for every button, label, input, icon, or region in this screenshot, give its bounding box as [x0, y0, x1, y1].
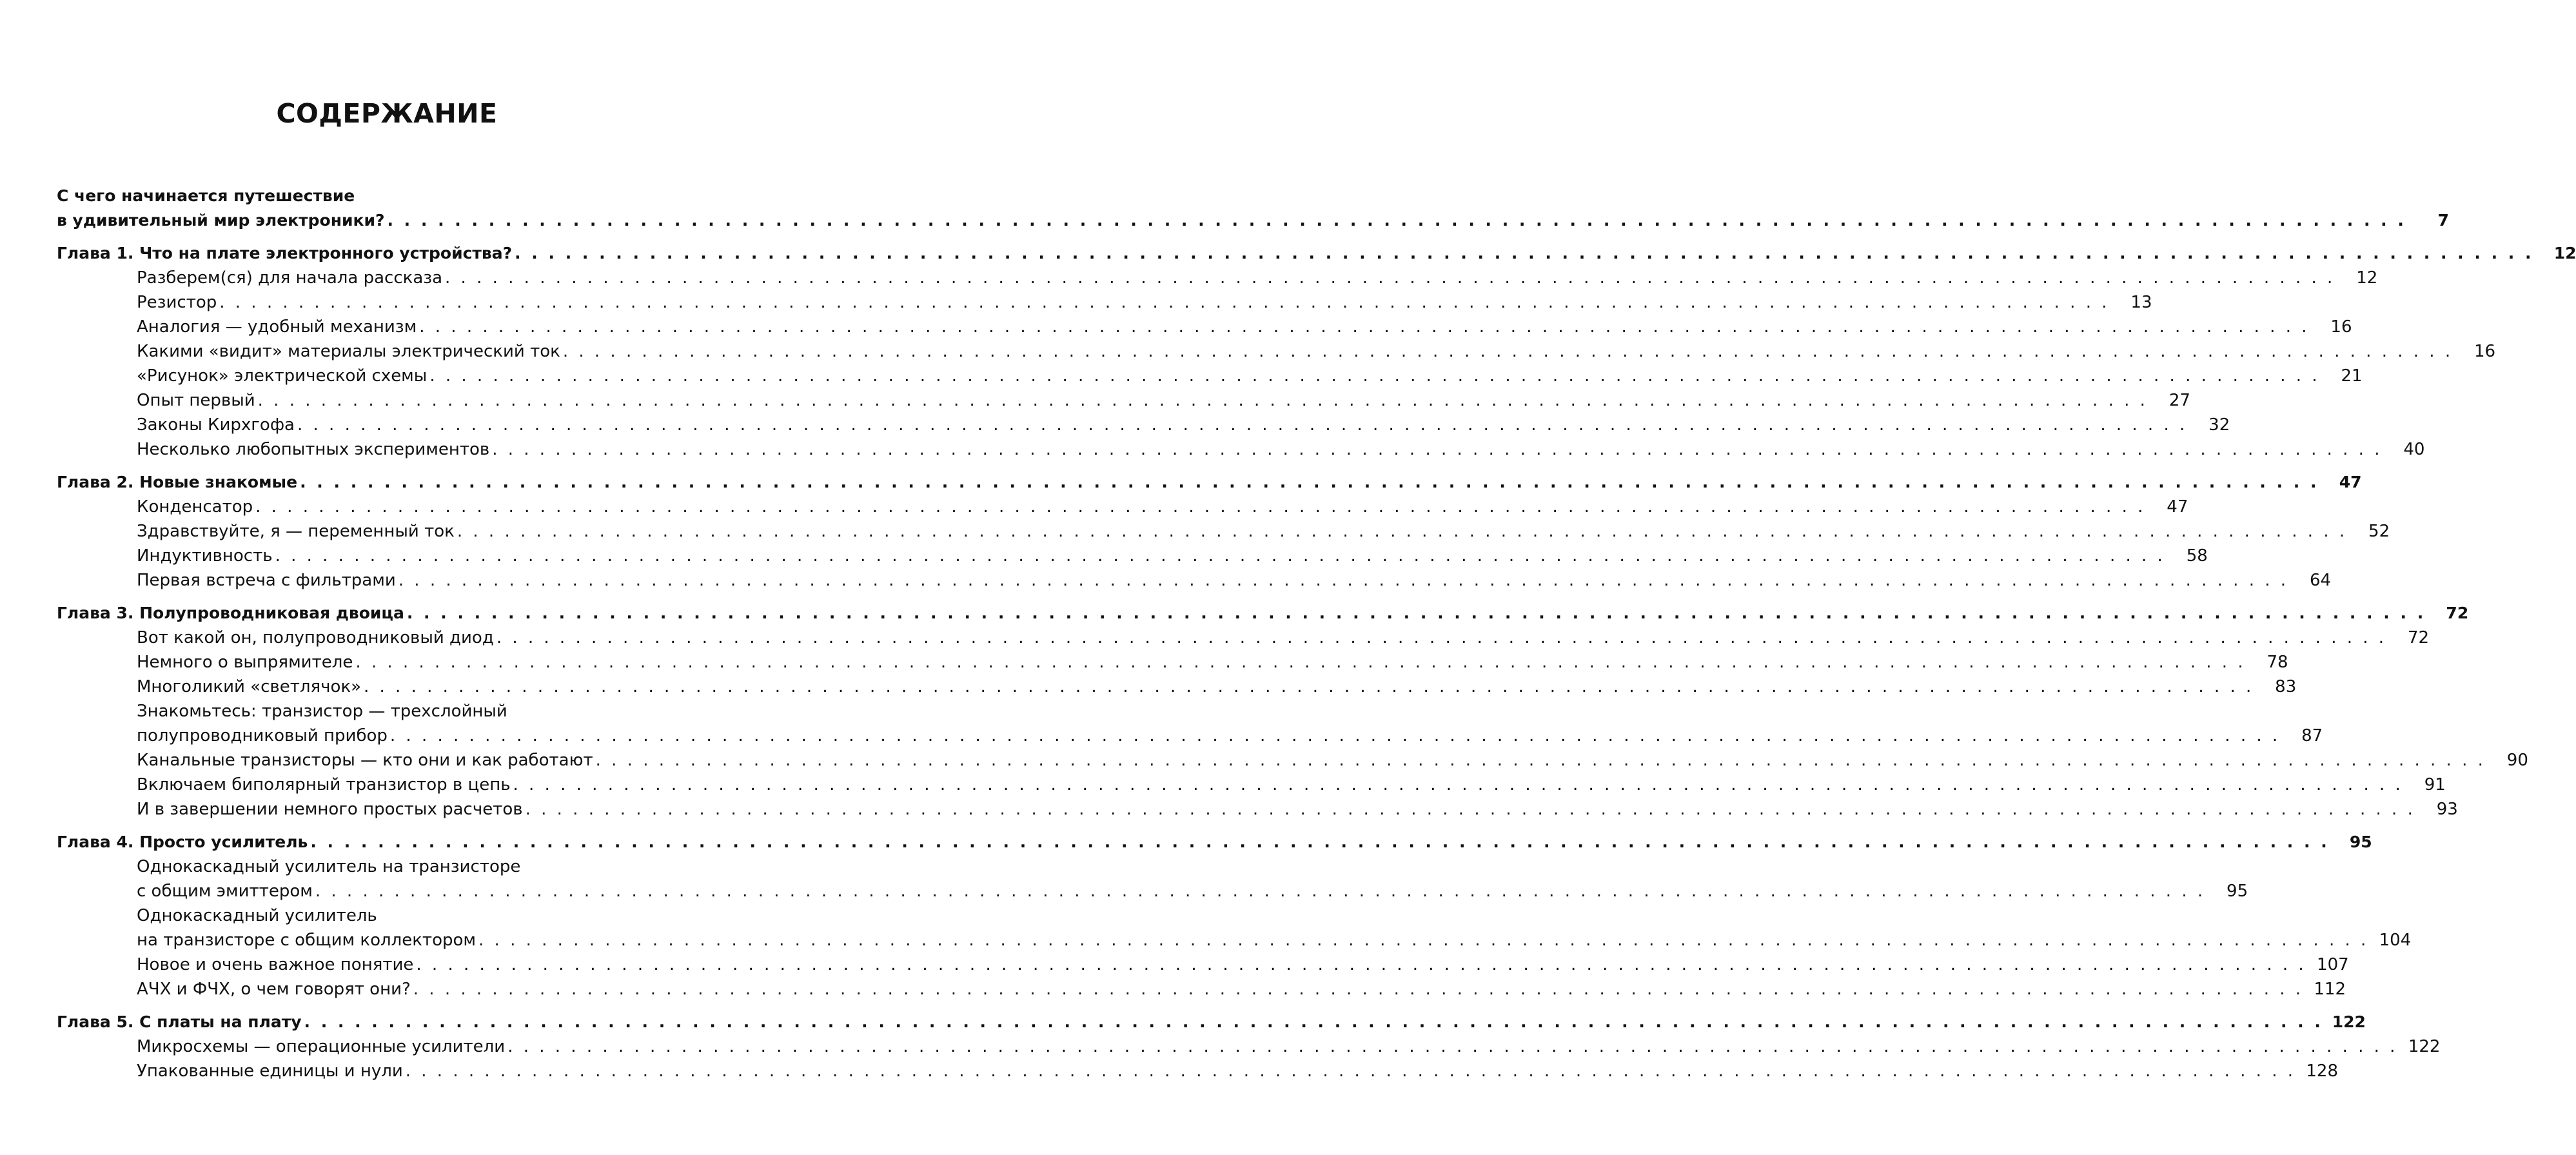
- toc-chapter-entry: [57, 830, 2372, 854]
- toc-section-entry: [137, 519, 2390, 544]
- toc-entry-title: Микросхемы — операционные усилители: [137, 1037, 506, 1056]
- dot-leader: . . . . . . . . . . . . . . . . . . . . . . . . . . . . . . . . . . . . . . . . . . . . . . . . . . . . . . . . . . . . . . . . . . . . . . . . . . . . . . . . . . . . . . . . . . . . . . . . . . . . . . . . . . . . . . . . . . . . . . . .: [457, 522, 2348, 541]
- toc-page-number: 12: [2553, 244, 2576, 262]
- toc-entry-line: [137, 953, 2349, 977]
- toc-entry-line: [137, 339, 2496, 364]
- toc-entry-line: [57, 241, 2576, 266]
- toc-page-number: 32: [2208, 415, 2230, 435]
- toc-page-number: 122: [2332, 1012, 2366, 1031]
- toc-section-entry: [137, 977, 2346, 1002]
- toc-section-entry: [137, 903, 2412, 953]
- toc-section-entry: [137, 699, 2323, 748]
- toc-page-number: 16: [2330, 317, 2352, 337]
- toc-entry-line: [137, 364, 2363, 388]
- toc-page-number: 52: [2368, 522, 2390, 541]
- toc-entry-line: [137, 315, 2352, 339]
- toc-entry-title: Упакованные единицы и нули: [137, 1061, 403, 1081]
- dot-leader: . . . . . . . . . . . . . . . . . . . . . . . . . . . . . . . . . . . . . . . . . . . . . . . . . . . . . . . . . . . . . . . . . . . . . . . . . . . . . . . . . . . . . . . . . . . . . . . . . . . . . . . . . . . . . . . . . . . . . . . .: [492, 440, 2383, 459]
- dot-leader: . . . . . . . . . . . . . . . . . . . . . . . . . . . . . . . . . . . . . . . . . . . . . . . . . . . . . . . . . . . . . . . . . . . . . . . . . . . . . . . . . . . . . . . . . . . . . . . . . . . . . . . . . . . . . . . . . . . . . . . .: [562, 342, 2453, 361]
- toc-section-entry: [137, 1034, 2441, 1059]
- toc-entry-line: [137, 519, 2390, 544]
- toc-entry-line: [137, 977, 2346, 1002]
- toc-section-entry: [137, 1059, 2339, 1083]
- toc-section-entry: [137, 266, 2378, 290]
- page-title: СОДЕРЖАНИЕ: [276, 98, 498, 129]
- toc-page-number: 58: [2186, 546, 2208, 566]
- toc-entry-line: [137, 1034, 2441, 1059]
- toc-section-entry: [137, 544, 2208, 568]
- toc-entry-title: Вот какой он, полупроводниковый диод: [137, 628, 494, 647]
- toc-page-number: 91: [2424, 775, 2446, 795]
- toc-entry-title: Резистор: [137, 293, 217, 312]
- dot-leader: . . . . . . . . . . . . . . . . . . . . . . . . . . . . . . . . . . . . . . . . . . . . . . . . . . . . . . . . . . . . . . . . . . . . . . . . . . . . . . . . . . . . . . . . . . . . . . . . . . . . . . . . . . . . . . . . . . . . . . . .: [406, 604, 2426, 622]
- dot-leader: . . . . . . . . . . . . . . . . . . . . . . . . . . . . . . . . . . . . . . . . . . . . . . . . . . . . . . . . . . . . . . . . . . . . . . . . . . . . . . . . . . . . . . . . . . . . . . . . . . . . . . . . . . . . . . . . . . . . . . . .: [515, 244, 2534, 262]
- dot-leader: . . . . . . . . . . . . . . . . . . . . . . . . . . . . . . . . . . . . . . . . . . . . . . . . . . . . . . . . . . . . . . . . . . . . . . . . . . . . . . . . . . . . . . . . . . . . . . . . . . . . . . . . . . . . . . . . . . . . . . . .: [219, 293, 2110, 312]
- dot-leader: . . . . . . . . . . . . . . . . . . . . . . . . . . . . . . . . . . . . . . . . . . . . . . . . . . . . . . . . . . . . . . . . . . . . . . . . . . . . . . . . . . . . . . . . . . . . . . . . . . . . . . . . . . . . . . . . . . . . . . . .: [275, 546, 2165, 566]
- toc-section-entry: [137, 339, 2496, 364]
- toc-page-number: 122: [2408, 1037, 2441, 1056]
- toc-page-number: 7: [2437, 211, 2449, 230]
- toc-entry-title: полупроводниковый прибор: [137, 726, 388, 745]
- toc-entry-line: [137, 544, 2208, 568]
- toc-entry-title: Новое и очень важное понятие: [137, 955, 414, 974]
- toc-entry-line: [137, 290, 2152, 315]
- toc-entry-title-line: Однокаскадный усилитель: [137, 906, 377, 925]
- toc-page-number: 83: [2275, 677, 2297, 696]
- toc-entry-line: [137, 773, 2446, 797]
- toc-section-entry: [137, 568, 2332, 593]
- dot-leader: . . . . . . . . . . . . . . . . . . . . . . . . . . . . . . . . . . . . . . . . . . . . . . . . . . . . . . . . . . . . . . . . . . . . . . . . . . . . . . . . . . . . . . . . . . . . . . . . . . . . . . . . . . . . . . . . . . . . . . . .: [525, 800, 2415, 819]
- toc-section-entry: [137, 364, 2363, 388]
- toc-page-number: 21: [2341, 366, 2363, 386]
- toc-chapter-entry: [57, 241, 2576, 266]
- dot-leader: . . . . . . . . . . . . . . . . . . . . . . . . . . . . . . . . . . . . . . . . . . . . . . . . . . . . . . . . . . . . . . . . . . . . . . . . . . . . . . . . . . . . . . . . . . . . . . . . . . . . . . . . . . . . . . . . . . . . . . . .: [304, 1012, 2323, 1031]
- toc-section-entry: [137, 413, 2230, 437]
- dot-leader: . . . . . . . . . . . . . . . . . . . . . . . . . . . . . . . . . . . . . . . . . . . . . . . . . . . . . . . . . . . . . . . . . . . . . . . . . . . . . . . . . . . . . . . . . . . . . . . . . . . . . . . . . . . . . . . . . . . . . . . .: [429, 366, 2320, 386]
- dot-leader: . . . . . . . . . . . . . . . . . . . . . . . . . . . . . . . . . . . . . . . . . . . . . . . . . . . . . . . . . . . . . . . . . . . . . . . . . . . . . . . . . . . . . . . . . . . . . . . . . . . . . . . . . . . . . . . . . . . . . . . .: [419, 317, 2310, 337]
- toc-section-entry: [137, 437, 2425, 462]
- toc-entry-line: [57, 830, 2372, 854]
- toc-entry-title: с общим эмиттером: [137, 882, 313, 901]
- toc-section-entry: [137, 854, 2248, 903]
- toc-page-number: 16: [2474, 342, 2496, 361]
- toc-entry-line: [137, 724, 2323, 748]
- toc-entry-line: [137, 626, 2430, 650]
- toc-entry-title: в удивительный мир электроники?: [57, 211, 385, 230]
- toc-entry-line: [137, 797, 2458, 822]
- dot-leader: . . . . . . . . . . . . . . . . . . . . . . . . . . . . . . . . . . . . . . . . . . . . . . . . . . . . . . . . . . . . . . . . . . . . . . . . . . . . . . . . . . . . . . . . . . . . . . . . . . . . . . . . . . . . . . . . . . . . . . . .: [297, 415, 2188, 435]
- toc-entry-title: Несколько любопытных экспериментов: [137, 440, 490, 459]
- toc-entry-title: Конденсатор: [137, 497, 253, 517]
- toc-entry-title: «Рисунок» электрической схемы: [137, 366, 428, 386]
- toc-entry-line: [57, 208, 2449, 233]
- toc-page-number: 72: [2407, 628, 2430, 647]
- toc-page-number: 47: [2167, 497, 2188, 517]
- dot-leader: . . . . . . . . . . . . . . . . . . . . . . . . . . . . . . . . . . . . . . . . . . . . . . . . . . . . . . . . . . . . . . . . . . . . . . . . . . . . . . . . . . . . . . . . . . . . . . . . . . . . . . . . . . . . . . . . . . . . . . . .: [300, 473, 2319, 491]
- toc-entry-title: на транзисторе с общим коллектором: [137, 931, 477, 950]
- dot-leader: . . . . . . . . . . . . . . . . . . . . . . . . . . . . . . . . . . . . . . . . . . . . . . . . . . . . . . . . . . . . . . . . . . . . . . . . . . . . . . . . . . . . . . . . . . . . . . . . . . . . . . . . . . . . . . . . . . . . . . . .: [389, 726, 2281, 745]
- toc-entry-title: Глава 3. Полупроводниковая двоица: [57, 604, 404, 622]
- toc-page-number: 107: [2317, 955, 2349, 974]
- toc-entry-line: [137, 748, 2528, 773]
- toc-page-number: 104: [2379, 931, 2412, 950]
- toc-chapter-entry: [57, 1010, 2366, 1034]
- toc-section-entry: [137, 650, 2288, 675]
- toc-page-number: 40: [2403, 440, 2425, 459]
- toc-entry-title: Первая встреча с фильтрами: [137, 571, 396, 590]
- toc-entry-title-line: Однокаскадный усилитель на транзисторе: [137, 857, 521, 876]
- toc-entry-title: Аналогия — удобный механизм: [137, 317, 417, 337]
- toc-section-entry: [137, 495, 2188, 519]
- toc-entry-line: [137, 568, 2332, 593]
- toc-entry-line: [57, 601, 2469, 626]
- toc-section-entry: [137, 388, 2190, 413]
- toc-entry-line: [137, 675, 2297, 699]
- dot-leader: . . . . . . . . . . . . . . . . . . . . . . . . . . . . . . . . . . . . . . . . . . . . . . . . . . . . . . . . . . . . . . . . . . . . . . . . . . . . . . . . . . . . . . . . . . . . . . . . . . . . . . . . . . . . . . . . . . . . . . . .: [405, 1061, 2296, 1081]
- toc-page-number: 78: [2266, 653, 2288, 672]
- toc-entry-title: Включаем биполярный транзистор в цепь: [137, 775, 511, 795]
- toc-entry-title-line: Знакомьтесь: транзистор — трехслойный: [137, 702, 507, 721]
- toc-entry-line: [137, 650, 2288, 675]
- toc-section-entry: [137, 626, 2430, 650]
- toc-entry-line: [137, 266, 2378, 290]
- toc-page-number: 90: [2506, 751, 2528, 770]
- dot-leader: . . . . . . . . . . . . . . . . . . . . . . . . . . . . . . . . . . . . . . . . . . . . . . . . . . . . . . . . . . . . . . . . . . . . . . . . . . . . . . . . . . . . . . . . . . . . . . . . . . . . . . . . . . . . . . . . . . . . . . . .: [310, 833, 2330, 851]
- toc-entry-line: [137, 413, 2230, 437]
- toc-entry-line: [57, 470, 2362, 495]
- toc-page-number: 64: [2309, 571, 2332, 590]
- toc-entry-title: Здравствуйте, я — переменный ток: [137, 522, 455, 541]
- toc-chapter-entry: [57, 470, 2362, 495]
- toc-entry-title: И в завершении немного простых расчетов: [137, 800, 523, 819]
- toc-page-number: 72: [2446, 604, 2469, 622]
- toc-section-entry: [137, 315, 2352, 339]
- dot-leader: . . . . . . . . . . . . . . . . . . . . . . . . . . . . . . . . . . . . . . . . . . . . . . . . . . . . . . . . . . . . . . . . . . . . . . . . . . . . . . . . . . . . . . . . . . . . . . . . . . . . . . . . . . . . . . . . . . . . . . . .: [416, 955, 2306, 974]
- toc-entry-title: Законы Кирхгофа: [137, 415, 295, 435]
- dot-leader: . . . . . . . . . . . . . . . . . . . . . . . . . . . . . . . . . . . . . . . . . . . . . . . . . . . . . . . . . . . . . . . . . . . . . . . . . . . . . . . . . . . . . . . . . . . . . . . . . . . . . . . . . . . . . . . . . . . . . . . .: [255, 497, 2146, 517]
- toc-page-number: 95: [2227, 882, 2248, 901]
- toc-entry-title: Глава 5. С платы на плату: [57, 1012, 302, 1031]
- dot-leader: . . . . . . . . . . . . . . . . . . . . . . . . . . . . . . . . . . . . . . . . . . . . . . . . . . . . . . . . . . . . . . . . . . . . . . . . . . . . . . . . . . . . . . . . . . . . . . . . . . . . . . . . . . . . . . . . . . . . . . . .: [513, 775, 2403, 795]
- toc-section-entry: [137, 748, 2528, 773]
- toc-entry-line: [137, 879, 2248, 903]
- dot-leader: . . . . . . . . . . . . . . . . . . . . . . . . . . . . . . . . . . . . . . . . . . . . . . . . . . . . . . . . . . . . . . . . . . . . . . . . . . . . . . . . . . . . . . . . . . . . . . . . . . . . . . . . . . . . . . . . . . . . . . . .: [496, 628, 2387, 647]
- dot-leader: . . . . . . . . . . . . . . . . . . . . . . . . . . . . . . . . . . . . . . . . . . . . . . . . . . . . . . . . . . . . . . . . . . . . . . . . . . . . . . . . . . . . . . . . . . . . . . . . . . . . . . . . . . . . . . . . . . . . . . . .: [315, 882, 2206, 901]
- dot-leader: . . . . . . . . . . . . . . . . . . . . . . . . . . . . . . . . . . . . . . . . . . . . . . . . . . . . . . . . . . . . . . . . . . . . . . . . . . . . . . . . . . . . . . . . . . . . . . . . . . . . . . . . . . . . . . . . . . . . . . . .: [257, 391, 2148, 410]
- dot-leader: . . . . . . . . . . . . . . . . . . . . . . . . . . . . . . . . . . . . . . . . . . . . . . . . . . . . . . . . . . . . . . . . . . . . . . . . . . . . . . . . . . . . . . . . . . . . . . . . . . . . . . . . . . . . . . . . . . . . . . . .: [387, 211, 2406, 230]
- toc-entry-title: Канальные транзисторы — кто они и как работают: [137, 751, 593, 770]
- toc-entry-title: Индуктивность: [137, 546, 273, 566]
- dot-leader: . . . . . . . . . . . . . . . . . . . . . . . . . . . . . . . . . . . . . . . . . . . . . . . . . . . . . . . . . . . . . . . . . . . . . . . . . . . . . . . . . . . . . . . . . . . . . . . . . . . . . . . . . . . . . . . . . . . . . . . .: [355, 653, 2246, 672]
- toc-page-number: 95: [2349, 833, 2372, 851]
- dot-leader: . . . . . . . . . . . . . . . . . . . . . . . . . . . . . . . . . . . . . . . . . . . . . . . . . . . . . . . . . . . . . . . . . . . . . . . . . . . . . . . . . . . . . . . . . . . . . . . . . . . . . . . . . . . . . . . . . . . . . . . .: [478, 931, 2369, 950]
- toc-entry-line: [137, 495, 2188, 519]
- toc-chapter-entry: [57, 601, 2469, 626]
- dot-leader: . . . . . . . . . . . . . . . . . . . . . . . . . . . . . . . . . . . . . . . . . . . . . . . . . . . . . . . . . . . . . . . . . . . . . . . . . . . . . . . . . . . . . . . . . . . . . . . . . . . . . . . . . . . . . . . . . . . . . . . .: [413, 980, 2304, 999]
- toc-entry-title: Немного о выпрямителе: [137, 653, 353, 672]
- toc-entry-title: Глава 4. Просто усилитель: [57, 833, 308, 851]
- toc-page-number: 112: [2314, 980, 2346, 999]
- dot-leader: . . . . . . . . . . . . . . . . . . . . . . . . . . . . . . . . . . . . . . . . . . . . . . . . . . . . . . . . . . . . . . . . . . . . . . . . . . . . . . . . . . . . . . . . . . . . . . . . . . . . . . . . . . . . . . . . . . . . . . . .: [595, 751, 2486, 770]
- dot-leader: . . . . . . . . . . . . . . . . . . . . . . . . . . . . . . . . . . . . . . . . . . . . . . . . . . . . . . . . . . . . . . . . . . . . . . . . . . . . . . . . . . . . . . . . . . . . . . . . . . . . . . . . . . . . . . . . . . . . . . . .: [398, 571, 2289, 590]
- toc-section-entry: [137, 290, 2152, 315]
- toc-section-entry: [137, 797, 2458, 822]
- toc-entry-title: Какими «видит» материалы электрический ток: [137, 342, 560, 361]
- dot-leader: . . . . . . . . . . . . . . . . . . . . . . . . . . . . . . . . . . . . . . . . . . . . . . . . . . . . . . . . . . . . . . . . . . . . . . . . . . . . . . . . . . . . . . . . . . . . . . . . . . . . . . . . . . . . . . . . . . . . . . . .: [445, 268, 2335, 288]
- toc-entry-title: Разберем(ся) для начала рассказа: [137, 268, 443, 288]
- toc-entry-title-line: С чего начинается путешествие: [57, 186, 355, 205]
- toc-entry-line: [137, 928, 2412, 953]
- toc-entry-line: [137, 1059, 2339, 1083]
- toc-page-number: 128: [2306, 1061, 2339, 1081]
- toc-page-number: 93: [2436, 800, 2458, 819]
- toc-section-entry: [137, 675, 2297, 699]
- toc-page-number: 13: [2130, 293, 2152, 312]
- toc-intro-entry: [57, 184, 2449, 233]
- toc-entry-title: Глава 2. Новые знакомые: [57, 473, 298, 491]
- toc-section-entry: [137, 953, 2349, 977]
- table-of-contents: [57, 184, 2576, 1083]
- toc-page-number: 12: [2356, 268, 2378, 288]
- toc-section-entry: [137, 773, 2446, 797]
- dot-leader: . . . . . . . . . . . . . . . . . . . . . . . . . . . . . . . . . . . . . . . . . . . . . . . . . . . . . . . . . . . . . . . . . . . . . . . . . . . . . . . . . . . . . . . . . . . . . . . . . . . . . . . . . . . . . . . . . . . . . . . .: [507, 1037, 2398, 1056]
- toc-page-number: 87: [2301, 726, 2323, 745]
- toc-entry-title: Опыт первый: [137, 391, 255, 410]
- toc-page-number: 27: [2168, 391, 2190, 410]
- toc-entry-title: Многоликий «светлячок»: [137, 677, 361, 696]
- toc-entry-line: [137, 388, 2190, 413]
- toc-entry-line: [57, 1010, 2366, 1034]
- toc-entry-line: [137, 437, 2425, 462]
- toc-page-number: 47: [2339, 473, 2362, 491]
- dot-leader: . . . . . . . . . . . . . . . . . . . . . . . . . . . . . . . . . . . . . . . . . . . . . . . . . . . . . . . . . . . . . . . . . . . . . . . . . . . . . . . . . . . . . . . . . . . . . . . . . . . . . . . . . . . . . . . . . . . . . . . .: [364, 677, 2254, 696]
- toc-entry-title: Глава 1. Что на плате электронного устройства?: [57, 244, 513, 262]
- toc-entry-title: АЧХ и ФЧХ, о чем говорят они?: [137, 980, 411, 999]
